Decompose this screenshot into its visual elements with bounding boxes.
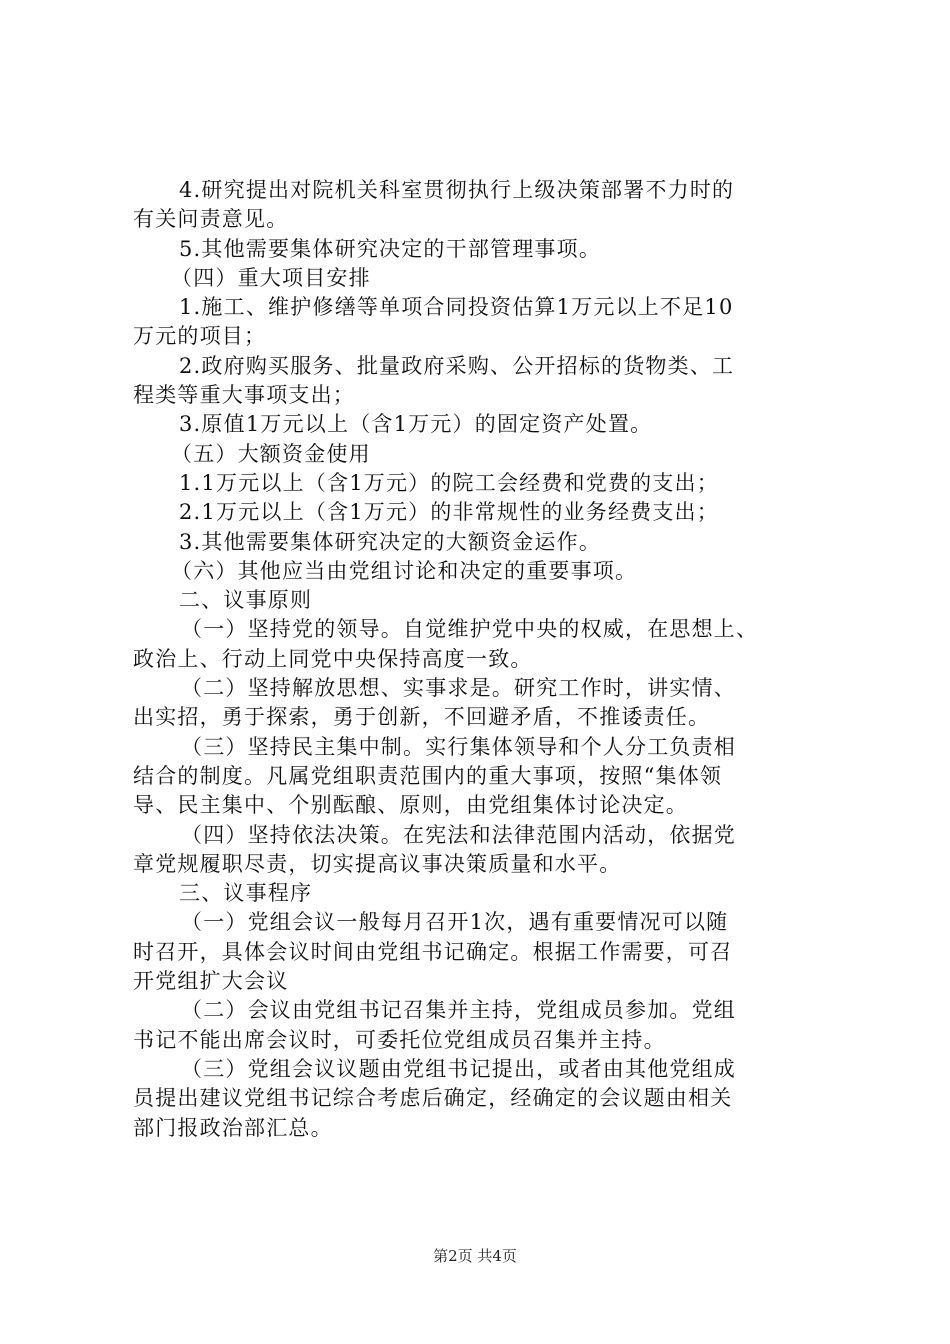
- paragraph-line: 书记不能出席会议时，可委托位党组成员召集并主持。: [133, 1027, 666, 1052]
- document-body: [133, 176, 833, 1143]
- paragraph-line: 时召开，具体会议时间由党组书记确定。根据工作需要，可召: [133, 939, 733, 964]
- paragraph-line: 1.施工、维护修缮等单项合同投资估算1万元以上不足10: [179, 295, 734, 320]
- paragraph-line: 员提出建议党组书记综合考虑后确定，经确定的会议题由相关: [133, 1086, 733, 1111]
- paragraph-line: （三）党组会议议题由党组书记提出，或者由其他党组成: [181, 1056, 736, 1081]
- paragraph-line: 2.1万元以上（含1万元）的非常规性的业务经费支出；: [179, 500, 719, 525]
- paragraph-line: 开党组扩大会议: [133, 969, 289, 994]
- section-heading: （六）其他应当由党组讨论和决定的重要事项。: [171, 558, 638, 583]
- paragraph-line: 5.其他需要集体研究决定的干部管理事项。: [179, 236, 602, 261]
- page-number-footer: 第2页 共4页: [433, 1247, 517, 1265]
- paragraph-line: （二）会议由党组书记召集并主持，党组成员参加。党组: [181, 998, 736, 1023]
- paragraph-line: 部门报政治部汇总。: [133, 1115, 333, 1140]
- paragraph-line: 结合的制度。凡属党组职责范围内的重大事项，按照“集体领: [133, 763, 723, 788]
- paragraph-line: （一）坚持党的领导。自觉维护党中央的权威，在思想上、: [181, 617, 759, 642]
- paragraph-line: 3.其他需要集体研究决定的大额资金运作。: [179, 529, 602, 554]
- chapter-heading: 三、议事程序: [179, 881, 313, 906]
- paragraph-line: 程类等重大事项支出；: [133, 383, 355, 408]
- paragraph-line: 政治上、行动上同党中央保持高度一致。: [133, 646, 533, 671]
- section-heading: （五）大额资金使用: [171, 441, 371, 466]
- paragraph-line: 4.研究提出对院机关科室贯彻执行上级决策部署不力时的: [179, 178, 735, 202]
- paragraph-line: （三）坚持民主集中制。实行集体领导和个人分工负责相: [181, 734, 736, 759]
- paragraph-line: 有关问责意见。: [133, 207, 289, 232]
- paragraph-line: （一）党组会议一般每月召开1次，遇有重要情况可以随: [181, 910, 729, 935]
- paragraph-line: 万元的项目；: [133, 324, 267, 349]
- paragraph-line: （四）坚持依法决策。在宪法和法律范围内活动，依据党: [181, 822, 736, 847]
- paragraph-line: 导、民主集中、个别酝酿、原则，由党组集体讨论决定。: [133, 793, 688, 818]
- section-heading: （四）重大项目安排: [171, 265, 371, 290]
- paragraph-line: 3.原值1万元以上（含1万元）的固定资产处置。: [179, 412, 653, 437]
- chapter-heading: 二、议事原则: [179, 588, 313, 613]
- paragraph-line: 2.政府购买服务、批量政府采购、公开招标的货物类、工: [179, 353, 735, 378]
- paragraph-line: 章党规履职尽责，切实提高议事决策质量和水平。: [133, 851, 622, 876]
- paragraph-line: （二）坚持解放思想、实事求是。研究工作时，讲实情、: [181, 676, 736, 701]
- paragraph-line: 出实招，勇于探索，勇于创新，不回避矛盾，不推诿责任。: [133, 705, 711, 730]
- paragraph-line: 1.1万元以上（含1万元）的院工会经费和党费的支出；: [179, 470, 719, 495]
